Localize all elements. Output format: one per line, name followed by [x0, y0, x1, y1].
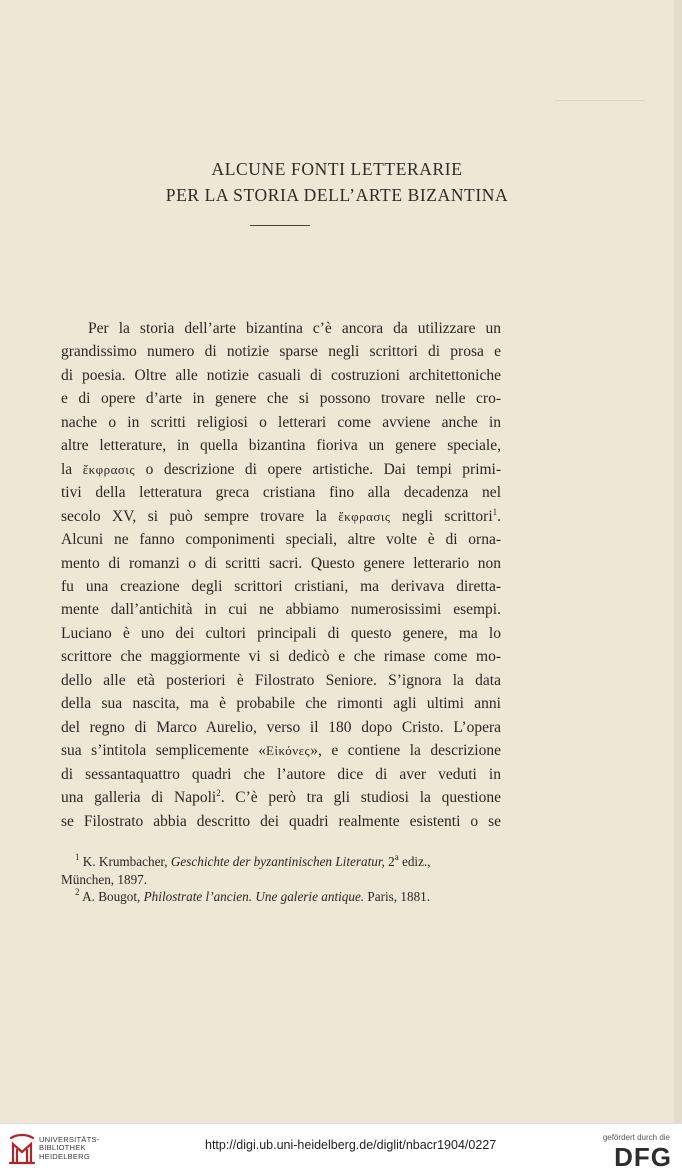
- footnote-marker: 2: [75, 887, 80, 897]
- text-line: mente dall’antichità in cui ne abbiamo numerosissimi esempi.: [61, 601, 501, 619]
- text-fragment: negli scrittori: [402, 507, 493, 525]
- page-edge: [674, 0, 682, 1123]
- text-fragment: . C’è però tra gli studiosi la questione: [220, 789, 501, 807]
- text-line: nache o in scritti religiosi o letterari come avviene anche in: [61, 413, 501, 431]
- footnote-author: A. Bougot,: [82, 889, 141, 904]
- footnote-reference: 1: [492, 506, 498, 517]
- footnote-title: Philostrate l’ancien. Une galerie antique.: [143, 889, 365, 904]
- footnote-title: Geschichte der byzantinischen Literatur,: [170, 854, 385, 869]
- greek-term: ἔκφρασις: [338, 508, 391, 524]
- greek-term: Εἰκόνες: [266, 743, 311, 759]
- text-line: se Filostrato abbia descritto dei quadri realmente esistenti o se: [61, 812, 501, 830]
- footnote-1-continued: München, 1897.: [61, 871, 148, 887]
- text-line: e di opere d’arte in genere che si possono trovare nelle cro-: [61, 390, 501, 408]
- permalink[interactable]: http://digi.ub.uni-heidelberg.de/diglit/nbacr1904/0227: [205, 1138, 497, 1152]
- chapter-title-line-2: PER LA STORIA DELL’ARTE BIZANTINA: [165, 185, 509, 205]
- university-library-logo-icon[interactable]: [7, 1132, 37, 1166]
- text-line: fu una creazione degli scrittori cristiani, ma derivava diretta-: [61, 577, 501, 595]
- text-line: [61, 505, 501, 528]
- text-line: grandissimo numero di notizie sparse negli scrittori di prosa e: [61, 343, 501, 361]
- text-fragment: .: [497, 507, 501, 525]
- footnote-rest: Paris, 1881.: [367, 889, 431, 904]
- footnote-edition-sup: a: [394, 852, 399, 862]
- footnote-2: [61, 888, 501, 906]
- text-line: di poesia. Oltre alle notizie casuali di costruzioni architettoniche: [61, 366, 501, 384]
- text-fragment: », e contiene la descrizione: [310, 742, 501, 760]
- footnote-1: [61, 853, 501, 871]
- footnote-rest: ediz.,: [398, 854, 431, 869]
- text-fragment: o descrizione di opere artistiche. Dai tempi primi-: [145, 460, 502, 478]
- body-paragraph: [61, 317, 501, 833]
- text-fragment: una galleria di Napoli: [61, 789, 217, 807]
- footnote-reference: 2: [216, 788, 221, 799]
- text-line: [61, 458, 501, 481]
- text-line: [61, 786, 501, 809]
- text-line: mento di romanzi o di scritti sacri. Questo genere letterario non: [61, 554, 501, 572]
- show-through-shadow: [555, 100, 645, 101]
- chapter-title-line-1: ALCUNE FONTI LETTERARIE: [211, 159, 463, 179]
- text-line: scrittore che maggiormente vi si dedicò e che rimase come mo-: [61, 648, 501, 666]
- text-line: del regno di Marco Aurelio, verso il 180 dopo Cristo. L’opera: [61, 718, 501, 736]
- text-line: di sessantaquattro quadri che l’autore dice di aver veduti in: [61, 765, 501, 783]
- dfg-logo[interactable]: DFG: [614, 1142, 672, 1172]
- text-line: [61, 739, 501, 762]
- text-line: della sua nascita, ma è probabile che rimonti agli ultimi anni: [61, 695, 501, 713]
- footnote-marker: 1: [75, 852, 80, 862]
- funded-by-label: gefördert durch die: [602, 1133, 670, 1142]
- text-line: tivi della letteratura greca cristiana fino alla decadenza nel: [61, 484, 501, 502]
- text-line: altre letterature, in quella bizantina fioriva un genere speciale,: [61, 437, 501, 455]
- viewer-footer: [0, 1123, 682, 1174]
- text-line: Alcuni ne fanno componimenti speciali, altre volte è di orna-: [61, 531, 501, 549]
- text-line: Luciano è uno dei cultori principali di questo genere, ma lo: [61, 624, 501, 642]
- library-name: UNIVERSITÄTS- BIBLIOTHEK HEIDELBERG: [39, 1135, 100, 1161]
- footnote-author: K. Krumbacher,: [82, 854, 168, 869]
- footnote-edition: 2: [388, 854, 395, 869]
- text-line: Per la storia dell’arte bizantina c’è ancora da utilizzare un: [88, 320, 501, 337]
- text-fragment: sua s’intitola semplicemente «: [61, 742, 266, 760]
- greek-term: ἔκφρασις: [82, 461, 136, 477]
- footnotes: [61, 853, 501, 906]
- text-line: dello alle età posteriori è Filostrato Seniore. S’ignora la data: [61, 671, 501, 689]
- text-fragment: secolo XV, si può sempre trovare la: [61, 507, 327, 525]
- text-fragment: la: [61, 460, 73, 478]
- title-divider: [250, 225, 310, 226]
